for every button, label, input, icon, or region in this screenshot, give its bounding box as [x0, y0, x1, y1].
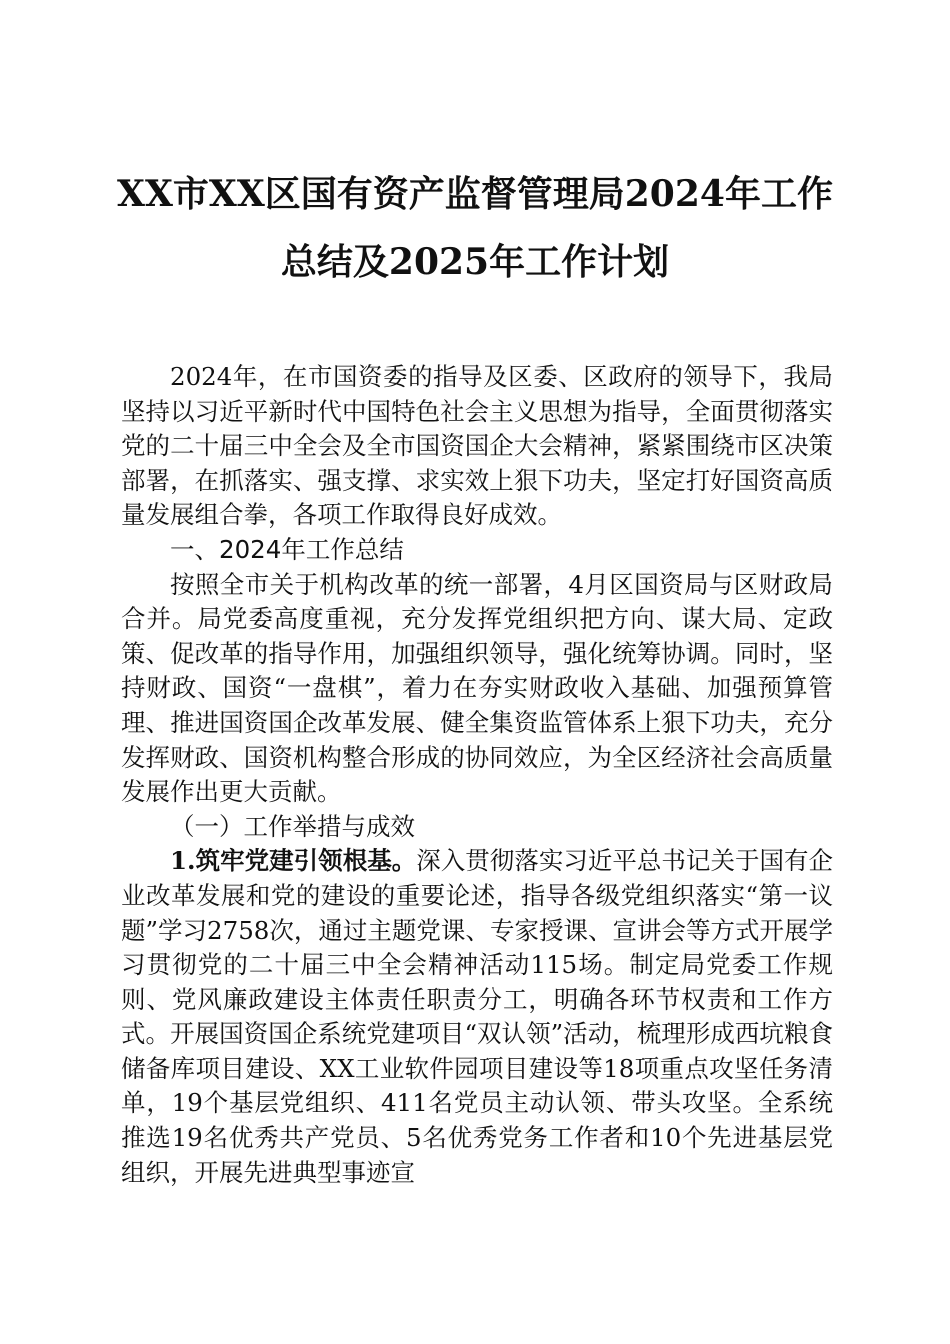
item-paragraph-party-building [121, 844, 833, 1190]
document-body [121, 360, 833, 1190]
document-title-line-2: 总结及2025年工作计划 [280, 241, 670, 283]
item-lead-text: 1.筑牢党建引领根基。 [170, 846, 417, 876]
intro-paragraph: 2024年，在市国资委的指导及区委、区政府的领导下，我局坚持以习近平新时代中国特色社会主义思想为指导，全面贯彻落实党的二十届三中全会及全市国资国企大会精神，紧紧围绕市区决策部署，在抓落实、强支撑、求实效上狠下功夫，坚定打好国资高质量发展组合拳，各项工作取得良好成效。 [121, 362, 833, 530]
subsection-heading-measures: （一）工作举措与成效 [170, 811, 415, 841]
item-body-text: 深入贯彻落实习近平总书记关于国有企业改革发展和党的建设的重要论述，指导各级党组织落实“第一议题”学习2758次，通过主题党课、专家授课、宣讲会等方式开展学习贯彻党的二十届三中全会精神活动115场。制定局党委工作规则、党风廉政建设主体责任职责分工，明确各环节权责和工作方式。开展国资国企系统党建项目“双认领”活动，梳理形成西坑粮食储备库项目建设、XX工业软件园项目建设等18项重点攻坚任务清单，19个基层党组织、411名党员主动认领、带头攻坚。全系统推选19名优秀共产党员、5名优秀党务工作者和10个先进基层党组织，开展先进典型事迹宣 [121, 846, 834, 1187]
section-heading-work-summary: 一、2024年工作总结 [170, 534, 404, 564]
document-title-line-1: XX市XX区国有资产监督管理局2024年工作 [117, 173, 833, 215]
section-paragraph-reform: 按照全市关于机构改革的统一部署，4月区国资局与区财政局合并。局党委高度重视，充分发挥党组织把方向、谋大局、定政策、促改革的指导作用，加强组织领导，强化统筹协调。同时，坚持财政、国资“一盘棋”，着力在夯实财政收入基础、加强预算管理、推进国资国企改革发展、健全集资监管体系上狠下功夫，充分发挥财政、国资机构整合形成的协同效应，为全区经济社会高质量发展作出更大贡献。 [121, 569, 833, 807]
